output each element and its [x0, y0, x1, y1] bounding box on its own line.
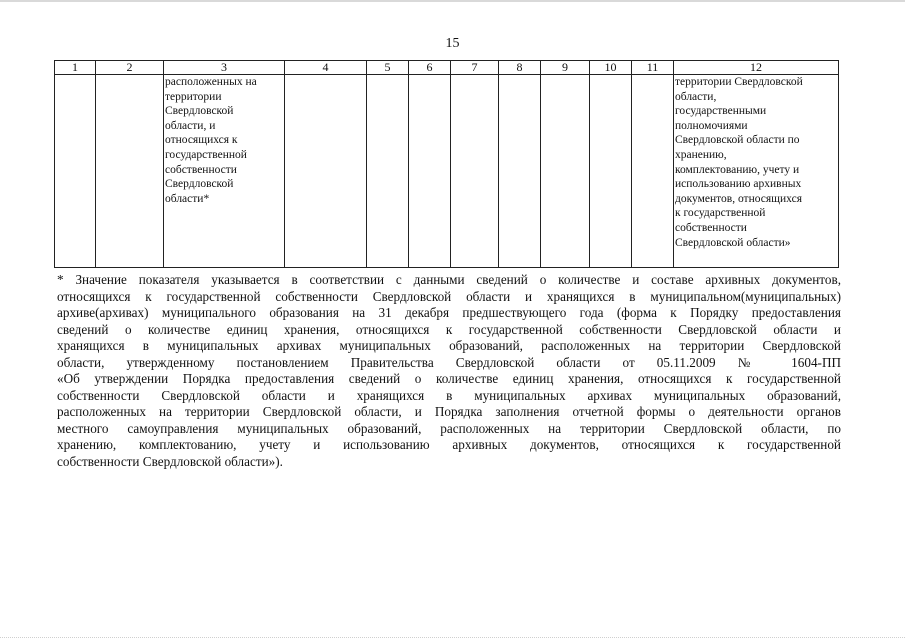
- column-header-4: 4: [285, 61, 367, 75]
- column-header-3: 3: [164, 61, 285, 75]
- cell-text-line: расположенных на: [165, 76, 257, 88]
- scan-edge-bottom: [0, 637, 905, 639]
- footnote-line: «Об утверждении Порядка предоставления сведений о количестве единиц хранения, относящихся к государственной: [57, 371, 841, 386]
- cell-text-line: территории Свердловской: [675, 76, 803, 88]
- cell-text-line: территории: [165, 90, 222, 103]
- footnote-line: собственности Свердловской области и хранящихся в муниципальных архивах муниципальных образований,: [57, 387, 841, 403]
- cell-text-line: использованию архивных: [675, 178, 802, 191]
- cell-text-line: государственной: [165, 148, 247, 161]
- cell-col-6: [409, 75, 451, 268]
- footnote-line: области, утвержденному постановлением Правительства Свердловской области от 05.11.2009 № 1604-ПП: [57, 354, 841, 370]
- cell-col-4: [285, 75, 367, 268]
- footnote-line: хранящихся в муниципальных архивах муниципальных образований, расположенных на территории Свердловской: [57, 338, 841, 353]
- table-header-row: [55, 61, 839, 75]
- column-header-5: 5: [367, 61, 409, 75]
- cell-text-line: Свердловской: [165, 178, 234, 191]
- footnote-line: собственности Свердловской области»).: [57, 453, 283, 469]
- cell-text-line: документов, относящихся: [675, 192, 802, 205]
- cell-text-line: области, и: [165, 119, 216, 132]
- column-header-1: 1: [55, 61, 96, 75]
- column-header-7: 7: [451, 61, 499, 75]
- cell-col-5: [367, 75, 409, 268]
- column-header-12: 12: [674, 61, 839, 75]
- column-header-8: 8: [499, 61, 541, 75]
- cell-col-3: [164, 75, 285, 268]
- cell-col-1: [55, 75, 96, 268]
- table-row: [55, 75, 839, 268]
- column-header-9: 9: [541, 61, 590, 75]
- cell-text-line: полномочиями: [675, 119, 748, 132]
- cell-text-line: собственности: [675, 221, 747, 234]
- cell-text-line: относящихся к: [165, 134, 238, 147]
- cell-col-9: [541, 75, 590, 268]
- cell-text-line: комплектованию, учету и: [675, 163, 800, 176]
- footnote-line: местного самоуправления муниципальных образований, расположенных на территории Свердловской области, по: [57, 420, 841, 436]
- cell-text-line: Свердловской области по: [675, 134, 800, 147]
- cell-col-10: [590, 75, 632, 268]
- column-header-6: 6: [409, 61, 451, 75]
- column-header-10: 10: [590, 61, 632, 75]
- footnote-line: расположенных на территории Свердловской области, и Порядка заполнения отчетной формы о деятельности органов: [57, 404, 841, 419]
- footnote-line: сведений о количестве единиц хранения, относящихся к государственной собственности Свердловской области и: [57, 321, 841, 337]
- cell-text-line: Свердловской области»: [675, 236, 791, 249]
- page-number: 15: [445, 36, 460, 51]
- cell-col-7: [451, 75, 499, 268]
- document-table: [54, 60, 839, 268]
- cell-text-line: к государственной: [675, 207, 766, 220]
- scan-edge-top: [0, 0, 905, 2]
- cell-text-line: области*: [165, 192, 210, 205]
- cell-text-line: области,: [675, 90, 717, 103]
- cell-col-2: [96, 75, 164, 268]
- footnote-line: относящихся к государственной собственности Свердловской области и хранящихся в муниципальном(муниципальных): [57, 288, 841, 304]
- cell-text-line: государственными: [675, 105, 767, 118]
- footnote: [57, 272, 841, 470]
- cell-text-line: хранению,: [675, 148, 727, 161]
- column-header-2: 2: [96, 61, 164, 75]
- cell-col-8: [499, 75, 541, 268]
- footnote-line: хранению, комплектованию, учету и использованию архивных документов, относящихся к государственной: [57, 437, 841, 452]
- footnote-line: * Значение показателя указывается в соответствии с данными сведений о количестве и составе архивных документов,: [57, 272, 841, 287]
- footnote-line: архиве(архивах) муниципального образования на 31 декабря предшествующего года (форма к Порядку предоставления: [57, 305, 841, 320]
- cell-col-12: [674, 75, 839, 268]
- column-header-11: 11: [632, 61, 674, 75]
- cell-text-line: Свердловской: [165, 105, 234, 118]
- cell-text-line: собственности: [165, 163, 237, 176]
- cell-col-11: [632, 75, 674, 268]
